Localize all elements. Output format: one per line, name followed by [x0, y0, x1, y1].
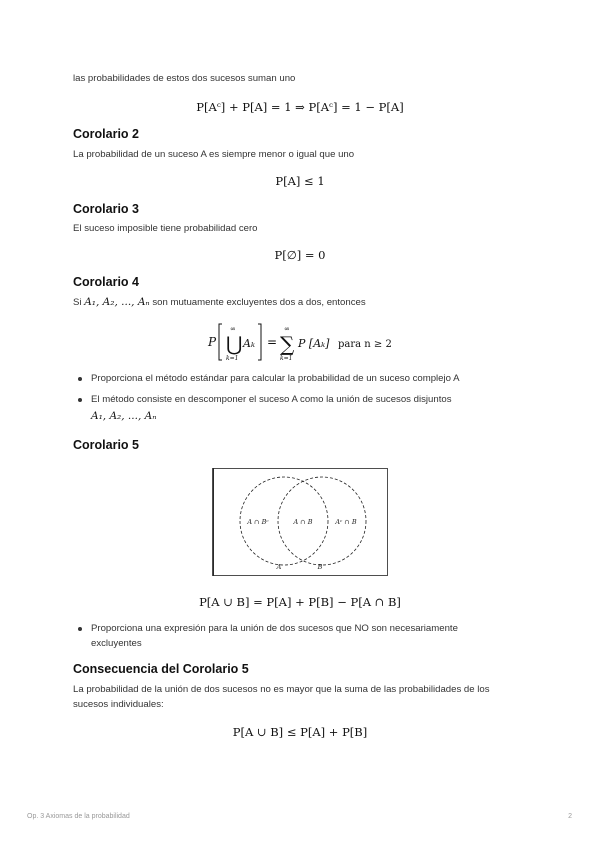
bullet-2-math: A₁, A₂, ..., Aₙ [91, 410, 157, 422]
bullet-text: Proporciona el método estándar para calcular la probabilidad de un suceso complejo A [91, 373, 460, 384]
consecuencia-equation: P[A ∪ B] ≤ P[A] + P[B] [232, 725, 368, 739]
venn-center-region-label: A ∩ B [293, 518, 313, 526]
eq-sum-upper-limit: ∞ [284, 325, 290, 333]
venn-diagram [212, 468, 388, 580]
eq-union-upper-limit: ∞ [230, 325, 236, 333]
corolario-4-sequence-math: A₁, A₂, ..., Aₙ [84, 296, 150, 308]
corolario-2-text: La probabilidad de un suceso A es siempre menor o igual que uno [73, 149, 355, 160]
consecuencia-text-line-2: sucesos individuales: [73, 699, 164, 710]
corolario-4-text-prefix: Si [73, 297, 85, 308]
venn-left-region-label: A ∩ Bᶜ [247, 518, 269, 526]
equation-complement: P[Aᶜ] + P[A] = 1 ⇒ P[Aᶜ] = 1 − P[A] [196, 100, 404, 114]
eq-sum-lower-limit: k=1 [280, 355, 293, 362]
consecuencia-text-line-1: La probabilidad de la unión de dos sucesos no es mayor que la suma de las probabilidades de los [73, 684, 490, 695]
intro-text: las probabilidades de estos dos sucesos suman uno [73, 73, 296, 84]
bullet-dot [78, 627, 82, 631]
corolario-3-heading: Corolario 3 [73, 202, 139, 216]
corolario-2-equation: P[A] ≤ 1 [275, 174, 325, 188]
eq-union-symbol: ⋃ [226, 332, 243, 356]
footer-page-number: 2 [568, 813, 572, 820]
corolario-5-heading: Corolario 5 [73, 438, 139, 452]
eq-union-term: Aₖ [243, 337, 255, 350]
eq-equals: = [267, 335, 278, 349]
corolario-4-equation [200, 318, 400, 366]
corolario-3-text: El suceso imposible tiene probabilidad cero [73, 223, 258, 234]
corolario-2-heading: Corolario 2 [73, 127, 139, 141]
eq-p-symbol: P [208, 335, 217, 349]
bullet-text: El método consiste en descomponer el suceso A como la unión de sucesos disjuntos [91, 394, 452, 405]
bullet-dot [78, 398, 82, 402]
footer-title: Op. 3 Axiomas de la probabilidad [27, 813, 130, 820]
eq-sum-symbol: ∑ [280, 332, 295, 356]
left-bracket [219, 324, 222, 360]
corolario-5-equation: P[A ∪ B] = P[A] + P[B] − P[A ∩ B] [199, 595, 401, 609]
corolario-4-heading: Corolario 4 [73, 275, 139, 289]
bullet-text-line-2: excluyentes [91, 638, 142, 649]
bullet-dot [78, 377, 82, 381]
corolario-3-equation: P[∅] = 0 [274, 248, 326, 262]
venn-label-b: B [317, 563, 323, 571]
eq-condition: para n ≥ 2 [338, 339, 392, 350]
venn-right-region-label: Aᶜ ∩ B [335, 518, 357, 526]
bullet-text-line-1: Proporciona una expresión para la unión de dos sucesos que NO son necesariamente [91, 623, 458, 634]
corolario-4-text [73, 295, 366, 310]
corolario-4-text-suffix: son mutuamente excluyentes dos a dos, entonces [149, 297, 366, 308]
consecuencia-heading: Consecuencia del Corolario 5 [73, 662, 249, 676]
eq-sum-term: P [Aₖ] [298, 337, 330, 350]
right-bracket [258, 324, 261, 360]
eq-union-lower-limit: k=1 [226, 355, 239, 362]
venn-label-a: A [276, 563, 282, 571]
